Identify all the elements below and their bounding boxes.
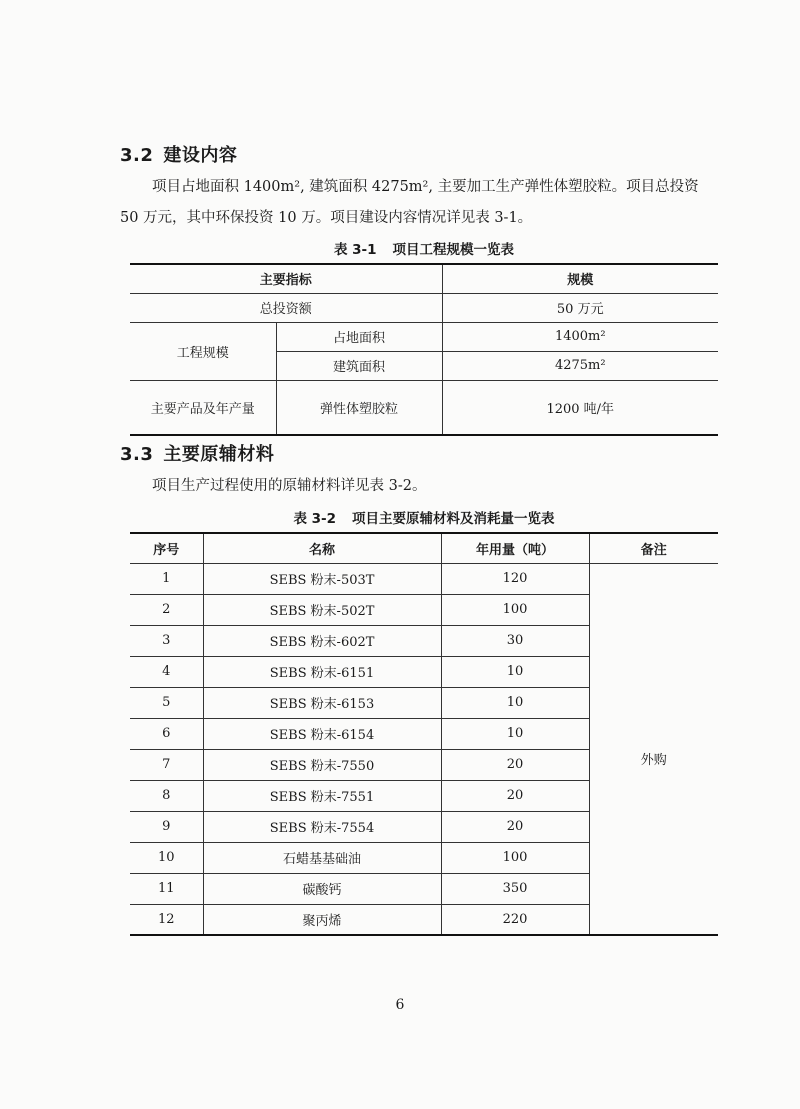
raw-materials-table [130,532,718,936]
table-cell-qty: 120 [441,563,589,594]
column-header: 年用量（吨） [441,533,589,563]
table-cell-remark: 外购 [589,563,718,935]
caption-number: 表 3-1 [333,242,377,258]
table-cell-qty: 30 [441,625,589,656]
table-cell-name: SEBS 粉末-6153 [203,687,441,718]
paragraph-materials [120,471,720,502]
table-cell: 主要产品及年产量 [130,380,276,435]
table-cell-qty: 10 [441,656,589,687]
table-cell: 总投资额 [130,293,442,322]
column-header: 备注 [589,533,718,563]
page-number: 6 [395,997,405,1013]
table-row [130,293,718,322]
section-heading-3-2 [120,141,237,167]
table-caption-3-2 [130,507,718,527]
table-cell-name: SEBS 粉末-602T [203,625,441,656]
table-cell-qty: 220 [441,904,589,935]
table-cell: 50 万元 [442,293,718,322]
section-title: 建设内容 [163,145,238,166]
table-cell-no: 4 [130,656,203,687]
table-cell-no: 11 [130,873,203,904]
table-cell-no: 12 [130,904,203,935]
table-cell-name: SEBS 粉末-6151 [203,656,441,687]
table-cell-name: 石蜡基基础油 [203,842,441,873]
table-cell-no: 3 [130,625,203,656]
table-cell-no: 8 [130,780,203,811]
table-cell-name: 聚丙烯 [203,904,441,935]
table-cell-no: 10 [130,842,203,873]
table-cell-qty: 350 [441,873,589,904]
table-cell-no: 2 [130,594,203,625]
table-cell-qty: 20 [441,811,589,842]
table-cell-no: 5 [130,687,203,718]
paragraph-line: 项目占地面积 1400m², 建筑面积 4275m², 主要加工生产弹性体塑胶粒。项目总投资 [152,179,699,195]
paragraph-construction [120,172,720,234]
table-cell-name: SEBS 粉末-502T [203,594,441,625]
table-cell-name: SEBS 粉末-7550 [203,749,441,780]
table-cell-qty: 20 [441,780,589,811]
section-heading-3-3 [120,440,274,466]
table-cell-no: 1 [130,563,203,594]
table-cell: 工程规模 [130,322,276,380]
section-number: 3.2 [120,145,154,166]
table-cell: 占地面积 [276,322,442,351]
table-header-row [130,264,718,293]
table-row [130,563,718,594]
table-cell-name: SEBS 粉末-6154 [203,718,441,749]
table-cell-name: SEBS 粉末-7551 [203,780,441,811]
caption-number: 表 3-2 [293,511,337,527]
table-caption-3-1 [130,238,718,258]
table-row [130,380,718,435]
table-cell-qty: 10 [441,687,589,718]
table-cell-name: 碳酸钙 [203,873,441,904]
table-cell-qty: 10 [441,718,589,749]
column-header: 规模 [442,264,718,293]
column-header: 序号 [130,533,203,563]
table-cell: 建筑面积 [276,351,442,380]
table-cell-name: SEBS 粉末-503T [203,563,441,594]
project-scale-table [130,263,718,436]
table-cell: 弹性体塑胶粒 [276,380,442,435]
column-header: 主要指标 [130,264,442,293]
table-cell-no: 9 [130,811,203,842]
section-title: 主要原辅材料 [163,444,275,465]
column-header: 名称 [203,533,441,563]
table-cell-qty: 100 [441,842,589,873]
table-cell-qty: 20 [441,749,589,780]
caption-title: 项目主要原辅材料及消耗量一览表 [352,511,555,527]
table-cell-name: SEBS 粉末-7554 [203,811,441,842]
table-header-row [130,533,718,563]
section-number: 3.3 [120,444,154,465]
table-cell: 1200 吨/年 [442,380,718,435]
table-cell-no: 6 [130,718,203,749]
paragraph-line: 50 万元，其中环保投资 10 万。项目建设内容情况详见表 3-1。 [120,210,533,226]
caption-title: 项目工程规模一览表 [392,242,515,258]
table-row [130,322,718,351]
table-cell: 4275m² [442,351,718,380]
table-cell: 1400m² [442,322,718,351]
paragraph-line: 项目生产过程使用的原辅材料详见表 3-2。 [152,478,427,494]
table-cell-no: 7 [130,749,203,780]
table-cell-qty: 100 [441,594,589,625]
